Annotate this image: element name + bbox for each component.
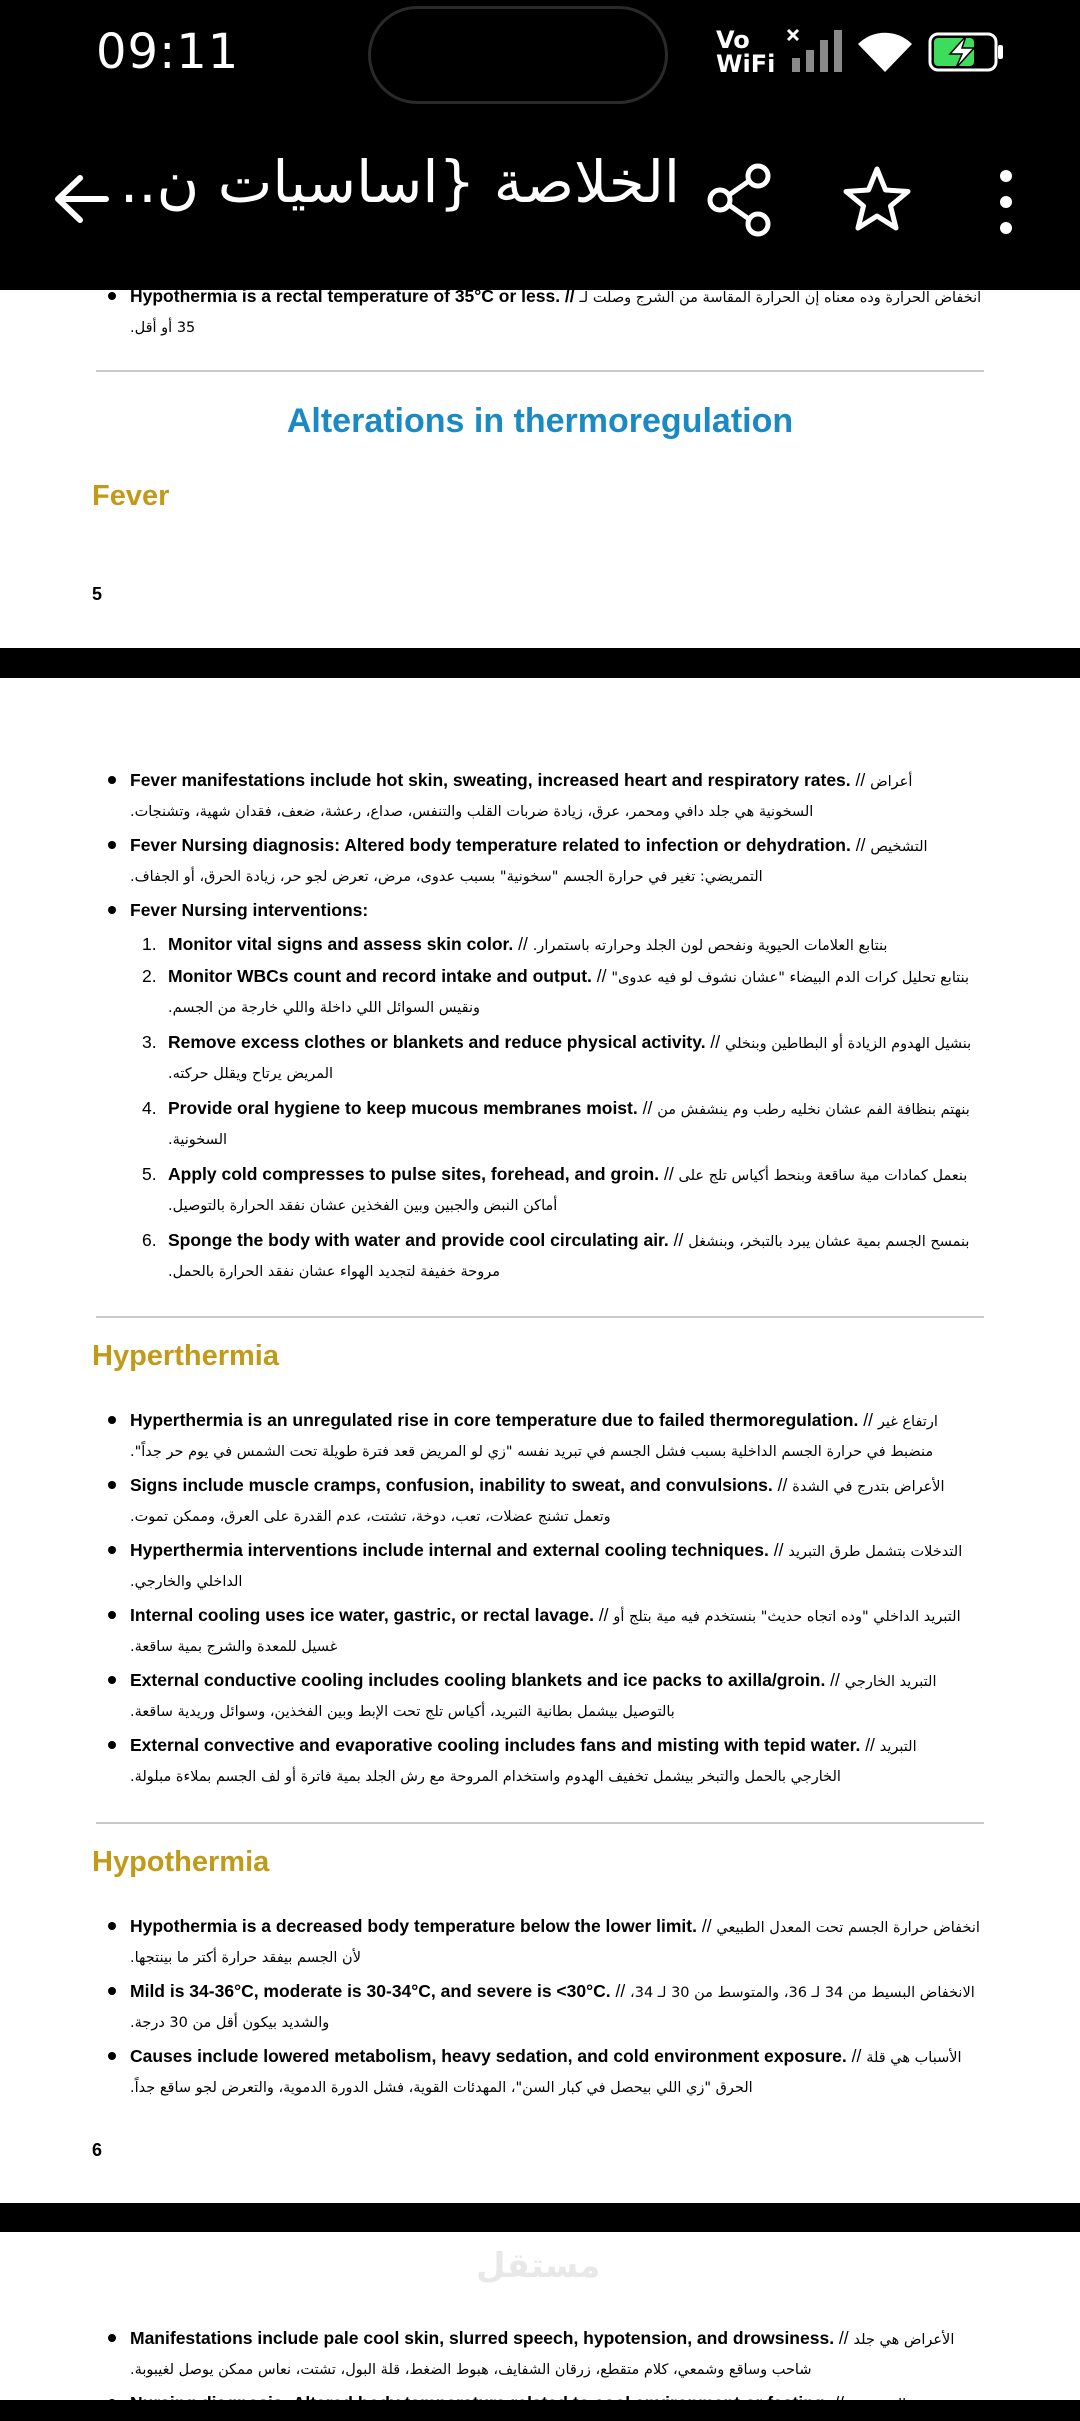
list-item: Nursing diagnosis: Altered body temperature related to cool environment or fasting. // التشخيص — [130, 2387, 985, 2419]
bullet-text-en: Hypothermia is a rectal temperature of 35°C or less. // — [130, 286, 575, 306]
bullet-text-ar: أعراض — [870, 774, 913, 790]
vowifi-line1: Vo — [716, 26, 750, 54]
item-number: 3. — [142, 1032, 157, 1052]
bullet-text-ar: التبريد الداخلي "وده اتجاه حديث" بنستخدم فيه مية بتلج أو — [613, 1609, 961, 1625]
bullet-text-ar-cont: غسيل للمعدة والشرج بمية ساقعة. — [130, 1639, 338, 1655]
item-number: 5. — [142, 1164, 157, 1184]
list-item: Fever manifestations include hot skin, sweating, increased heart and respiratory rates. // أعراض السخونية هي جلد دافي ومحمر، عرق، زيادة ضربات القلب والتنفس، صداع، رعشة، ضعف، فقدان شهية، وتشنجات. — [130, 764, 985, 828]
vowifi-indicator — [716, 28, 775, 76]
section-divider — [96, 370, 984, 372]
camera-cutout — [368, 6, 668, 104]
bullet-text-en: Fever Nursing interventions: — [130, 900, 369, 920]
signal-icon — [786, 28, 846, 74]
item-text-en: Apply cold compresses to pulse sites, forehead, and groin. — [168, 1164, 660, 1184]
bullet-text-en: External convective and evaporative cooling includes fans and misting with tepid water. — [130, 1735, 861, 1755]
list-item: Hyperthermia is an unregulated rise in core temperature due to failed thermoregulation. // ارتفاع غير منضبط في حرارة الجسم الداخلية بسبب فشل الجسم في تبريد نفسه "زي لو المريض قعد فترة طويلة تحت الشمس في يوم حر جداً". — [130, 1404, 985, 1468]
item-text-ar: بنهتم بنظافة الفم عشان نخليه رطب وم ينشفش من — [657, 1102, 970, 1118]
star-icon[interactable] — [842, 164, 912, 234]
bullet-text-ar-cont: وتعمل تشنج عضلات، تعب، دوخة، تشتت، عدم القدرة على العرق، وممكن تموت. — [130, 1509, 611, 1525]
item-text-ar-cont: مروحة خفيفة لتجديد الهواء عشان نفقد الحرارة بالحمل. — [168, 1264, 501, 1280]
bullet-text-en: External conductive cooling includes cooling blankets and ice packs to axilla/groin. — [130, 1670, 826, 1690]
item-text-ar: بنشيل الهدوم الزيادة أو البطاطين وبنخلي — [725, 1036, 972, 1052]
bullet-text-en: Manifestations include pale cool skin, slurred speech, hypotension, and drowsiness. — [130, 2328, 835, 2348]
back-arrow-icon[interactable] — [50, 168, 112, 230]
item-text-en: Monitor WBCs count and record intake and output. — [168, 966, 592, 986]
numbered-item: 3. Remove excess clothes or blankets and reduce physical activity. // بنشيل الهدوم الزيادة أو البطاطين وبنخلي المريض يرتاح ويقلل حركته. — [168, 1026, 985, 1090]
item-text-ar-cont: ونقيس السوائل اللي داخلة واللي خارجة من الجسم. — [168, 1000, 481, 1016]
wifi-icon — [856, 28, 914, 74]
bullet-text-ar-cont: السخونية هي جلد دافي ومحمر، عرق، زيادة ضربات القلب والتنفس، صداع، رعشة، ضعف، فقدان شهية، وتشنجات. — [130, 804, 814, 820]
bullet-text-en: Signs include muscle cramps, confusion, inability to sweat, and convulsions. — [130, 1475, 773, 1495]
bullet-text-en: Hyperthermia is an unregulated rise in core temperature due to failed thermoregulation. — [130, 1410, 859, 1430]
bullet-text-en: Mild is 34-36°C, moderate is 30-34°C, and severe is <30°C. — [130, 1981, 611, 2001]
section-divider — [96, 1316, 984, 1318]
document-page-5 — [0, 286, 1080, 648]
bullet-text-ar-cont: الداخلي والخارجي. — [130, 1574, 243, 1590]
vowifi-line2: WiFi — [716, 50, 776, 78]
bullet-text-en: Nursing diagnosis: Altered body temperature related to cool environment or fasting. — [130, 2393, 830, 2413]
item-number: 4. — [142, 1098, 157, 1118]
bullet-text-ar: الأعراض بتدرج في الشدة — [792, 1479, 945, 1495]
section-heading: Alterations in thermoregulation — [286, 402, 794, 440]
list-item: External conductive cooling includes cooling blankets and ice packs to axilla/groin. // التبريد الخارجي بالتوصيل بيشمل بطانية التبريد، أكياس تلج تحت الإبط وبين الفخذين، وسوائل وريدية ساقعة. — [130, 1664, 985, 1728]
list-item: Mild is 34-36°C, moderate is 30-34°C, and severe is <30°C. // الانخفاض البسيط من 34 لـ 36، والمتوسط من 30 لـ 34، والشديد بيكون أقل من 30 درجة. — [130, 1975, 985, 2039]
bullet-text-ar-cont: منضبط في حرارة الجسم الداخلية بسبب فشل الجسم في تبريد نفسه "زي لو المريض قعد فترة طويلة تحت الشمس في يوم حر جداً". — [130, 1444, 934, 1460]
bullet-text-ar-cont: التمريضي: تغير في حرارة الجسم "سخونية" بسبب عدوى، مرض، تعرض لجو حر، زيادة الحرق، أو الجفاف. — [130, 869, 763, 885]
bullet-text-ar-cont: الخارجي بالحمل والتبخر بيشمل تخفيف الهدوم واستخدام المروحة مع رش الجلد بمية فاترة أو لف الجسم بملاءة مبلولة. — [130, 1769, 841, 1785]
item-text-en: Monitor vital signs and assess skin color. — [168, 934, 514, 954]
bullet-text-ar: التبريد — [879, 1739, 917, 1755]
list-item — [130, 280, 985, 344]
item-text-ar-cont: السخونية. — [168, 1132, 228, 1148]
item-text-ar-cont: المريض يرتاح ويقلل حركته. — [168, 1066, 334, 1082]
bullet-text-ar: انخفاض الحرارة وده معناه إن الحرارة المقاسة من الشرج وصلت لـ — [579, 290, 982, 306]
item-text-en: Provide oral hygiene to keep mucous membranes moist. — [168, 1098, 638, 1118]
list-item: Hyperthermia interventions include internal and external cooling techniques. // التدخلات بتشمل طرق التبريد الداخلي والخارجي. — [130, 1534, 985, 1598]
item-text-en: Sponge the body with water and provide cool circulating air. — [168, 1230, 669, 1250]
numbered-item: 1. Monitor vital signs and assess skin color. // بنتابع العلامات الحيوية ونفحص لون الجلد وحرارته باستمرار. — [168, 928, 985, 960]
status-bar — [0, 0, 1080, 110]
item-text-en: Remove excess clothes or blankets and reduce physical activity. — [168, 1032, 706, 1052]
bullet-text-ar-cont: الحرق "زي اللي بيحصل في كبار السن"، المهدئات القوية، فشل الدورة الدموية، والتعرض لجو ساقع جداً. — [130, 2080, 753, 2096]
numbered-item: 6. Sponge the body with water and provide cool circulating air. // بنمسح الجسم بمية عشان يبرد بالتبخر، وبنشغل مروحة خفيفة لتجديد الهواء عشان نفقد الحرارة بالحمل. — [168, 1224, 985, 1288]
bullet-text-ar: انخفاض حرارة الجسم تحت المعدل الطبيعي — [716, 1920, 980, 1936]
subsection-heading-hypothermia: Hypothermia — [92, 1846, 270, 1878]
bullet-text-ar: ارتفاع غير — [877, 1414, 938, 1430]
item-text-ar: بنتابع العلامات الحيوية ونفحص لون الجلد وحرارته باستمرار. — [532, 938, 888, 954]
page-number: 6 — [92, 2140, 103, 2160]
status-time: 09:11 — [96, 24, 240, 80]
bullet-text-en: Hyperthermia interventions include internal and external cooling techniques. — [130, 1540, 769, 1560]
item-number: 1. — [142, 934, 157, 954]
bullet-text-ar-cont: والشديد بيكون أقل من 30 درجة. — [130, 2015, 330, 2031]
share-icon[interactable] — [706, 162, 774, 238]
bullet-text-en: Fever Nursing diagnosis: Altered body temperature related to infection or dehydration. — [130, 835, 851, 855]
bullet-text-en: Internal cooling uses ice water, gastric, or rectal lavage. — [130, 1605, 594, 1625]
section-divider — [96, 1822, 984, 1824]
bullet-text-ar-cont: لأن الجسم بيفقد حرارة أكتر ما بينتجها. — [130, 1950, 361, 1966]
item-number: 2. — [142, 966, 157, 986]
bullet-text-ar-cont: شاحب وساقع وشمعي، كلام متقطع، زرقان الشفايف، هبوط الضغط، قلة البول، تشتت، نعاس ممكن يوصل لغيبوبة. — [130, 2362, 812, 2378]
item-text-ar: بنتابع تحليل كرات الدم البيضاء "عشان نشوف لو فيه عدوى" — [611, 970, 970, 986]
bullet-text-ar-cont: 35 أو أقل. — [130, 320, 196, 336]
item-text-ar: بنمسح الجسم بمية عشان يبرد بالتبخر، وبنشغل — [688, 1234, 970, 1250]
numbered-item: 4. Provide oral hygiene to keep mucous membranes moist. // بنهتم بنظافة الفم عشان نخليه رطب وم ينشفش من السخونية. — [168, 1092, 985, 1156]
item-text-ar: بنعمل كمادات مية ساقعة وبنحط أكياس تلج على — [678, 1168, 968, 1184]
bullet-text-en: Hypothermia is a decreased body temperature below the lower limit. — [130, 1916, 697, 1936]
page-number: 5 — [92, 584, 103, 604]
document-page-7 — [0, 2232, 1080, 2413]
subsection-heading-fever: Fever — [92, 480, 170, 512]
list-item: Causes include lowered metabolism, heavy sedation, and cold environment exposure. // الأسباب هي قلة الحرق "زي اللي بيحصل في كبار السن"، المهدئات القوية، فشل الدورة الدموية، والتعرض لجو ساقع جداً. — [130, 2040, 985, 2104]
bullet-text-ar-cont: بالتوصيل بيشمل بطانية التبريد، أكياس تلج تحت الإبط وبين الفخذين، وسوائل وريدية ساقعة. — [130, 1704, 675, 1720]
list-item — [130, 894, 985, 926]
bullet-text-ar: الانخفاض البسيط من 34 لـ 36، والمتوسط من 30 لـ 34، — [630, 1985, 975, 2001]
app-bar — [0, 110, 1080, 290]
list-item: Signs include muscle cramps, confusion, inability to sweat, and convulsions. // الأعراض بتدرج في الشدة وتعمل تشنج عضلات، تعب، دوخة، تشتت، عدم القدرة على العرق، وممكن تموت. — [130, 1469, 985, 1533]
item-number: 6. — [142, 1230, 157, 1250]
bullet-text-ar: التشخيص — [848, 2397, 907, 2413]
bullet-text-ar: التدخلات بتشمل طرق التبريد — [788, 1544, 963, 1560]
list-item: Manifestations include pale cool skin, slurred speech, hypotension, and drowsiness. // الأعراض هي جلد شاحب وساقع وشمعي، كلام متقطع، زرقان الشفايف، هبوط الضغط، قلة البول، تشتت، نعاس ممكن يوصل لغيبوبة. — [130, 2322, 985, 2386]
bullet-text-ar: التبريد الخارجي — [844, 1674, 937, 1690]
document-title: الخلاصة {اساسيات ن.. — [119, 148, 680, 216]
numbered-item: 5. Apply cold compresses to pulse sites, forehead, and groin. // بنعمل كمادات مية ساقعة وبنحط أكياس تلج على أماكن النبض والجبين وبين الفخذين عشان نفقد الحرارة بالتوصيل. — [168, 1158, 985, 1222]
battery-charging-icon — [928, 30, 1006, 74]
bullet-text-en: Causes include lowered metabolism, heavy sedation, and cold environment exposure. — [130, 2046, 847, 2066]
bullet-text-en: Fever manifestations include hot skin, sweating, increased heart and respiratory rates. — [130, 770, 851, 790]
bullet-text-ar: الأعراض هي جلد — [853, 2332, 955, 2348]
list-item: Hypothermia is a decreased body temperature below the lower limit. // انخفاض حرارة الجسم تحت المعدل الطبيعي لأن الجسم بيفقد حرارة أكتر ما بينتجها. — [130, 1910, 985, 1974]
list-item: Fever Nursing diagnosis: Altered body temperature related to infection or dehydration. // التشخيص التمريضي: تغير في حرارة الجسم "سخونية" بسبب عدوى، مرض، تعرض لجو حر، زيادة الحرق، أو الجفاف. — [130, 829, 985, 893]
watermark: مستقل — [476, 2246, 601, 2286]
list-item: External convective and evaporative cooling includes fans and misting with tepid water. // التبريد الخارجي بالحمل والتبخر بيشمل تخفيف الهدوم واستخدام المروحة مع رش الجلد بمية فاترة أو لف الجسم بملاءة مبلولة. — [130, 1729, 985, 1793]
list-item: Internal cooling uses ice water, gastric, or rectal lavage. // التبريد الداخلي "وده اتجاه حديث" بنستخدم فيه مية بتلج أو غسيل للمعدة والشرج بمية ساقعة. — [130, 1599, 985, 1663]
document-page-6 — [0, 678, 1080, 2203]
bullet-text-ar: التشخيص — [870, 839, 928, 855]
more-vert-icon[interactable] — [994, 168, 1018, 236]
numbered-item: 2. Monitor WBCs count and record intake and output. // بنتابع تحليل كرات الدم البيضاء "عشان نشوف لو فيه عدوى" ونقيس السوائل اللي داخلة واللي خارجة من الجسم. — [168, 960, 985, 1024]
subsection-heading-hyperthermia: Hyperthermia — [92, 1340, 279, 1372]
item-text-ar-cont: أماكن النبض والجبين وبين الفخذين عشان نفقد الحرارة بالتوصيل. — [168, 1198, 558, 1214]
bullet-text-ar: الأسباب هي قلة — [866, 2050, 962, 2066]
